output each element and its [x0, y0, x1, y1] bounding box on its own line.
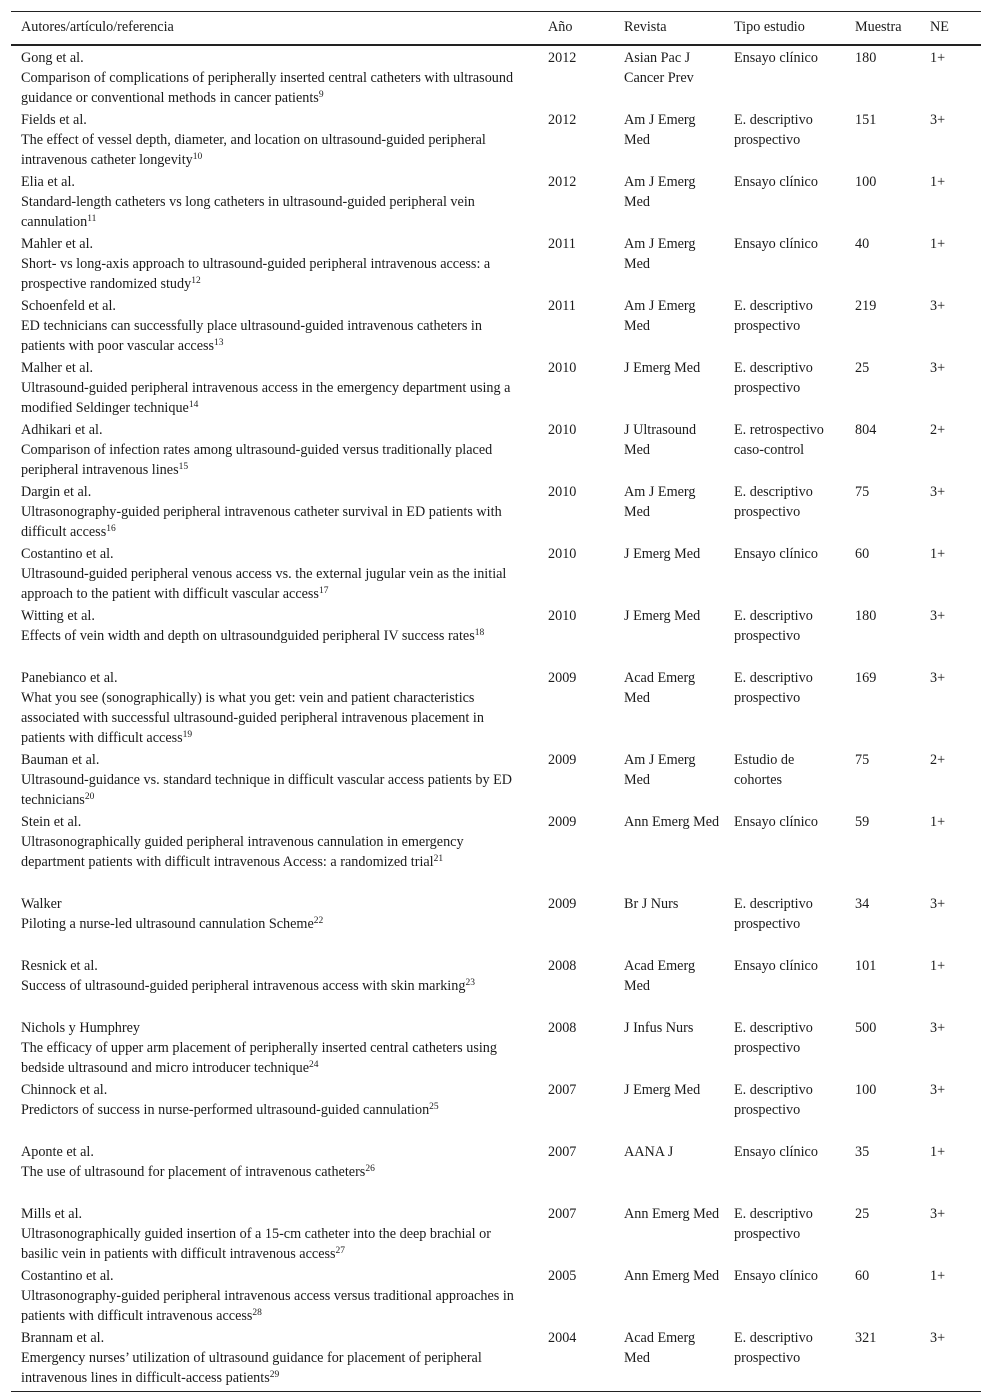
study-type-cell: Ensayo clínico [734, 50, 818, 66]
authors: Aponte et al. [21, 1144, 94, 1160]
reference-cell [11, 748, 538, 810]
reference-number: 11 [87, 214, 97, 224]
article-title [21, 564, 538, 604]
year-cell: 2010 [548, 546, 577, 562]
table-row [11, 1140, 981, 1202]
reference-cell [11, 480, 538, 542]
reference-number: 18 [474, 628, 485, 638]
sample-cell: 101 [855, 958, 877, 974]
table-row [11, 170, 981, 232]
evidence-level-cell: 3+ [920, 1326, 981, 1392]
article-title [21, 502, 538, 542]
year-cell: 2009 [548, 814, 577, 830]
reference-cell [11, 294, 538, 356]
article-title [21, 1286, 538, 1326]
study-type-cell: E. descriptivo prospectivo [734, 608, 813, 644]
table-row [11, 356, 981, 418]
article-title [21, 192, 538, 232]
journal-cell: Am J Emerg Med [624, 236, 696, 272]
authors: Chinnock et al. [21, 1082, 108, 1098]
sample-cell: 75 [855, 484, 870, 500]
study-type-cell: E. descriptivo prospectivo [734, 112, 813, 148]
evidence-level-cell: 3+ [930, 112, 946, 128]
year-cell: 2008 [548, 958, 577, 974]
title-text: What you see (sonographically) is what you get: vein and patient characteristics associated with successful ultrasound-guided peripheral intravenous placement in patients with difficult access [21, 690, 484, 746]
reference-cell [11, 356, 538, 418]
title-text: Standard-length catheters vs long catheters in ultrasound-guided peripheral vein cannulation [21, 194, 475, 230]
article-title [21, 254, 538, 294]
reference-cell [11, 170, 538, 232]
journal-cell: Acad Emerg Med [624, 958, 696, 994]
year-cell: 2009 [548, 670, 577, 686]
sample-cell: 40 [855, 236, 870, 252]
title-text: Success of ultrasound-guided peripheral intravenous access with skin marking [21, 978, 466, 994]
evidence-level-cell: 3+ [930, 1082, 946, 1098]
reference-cell [11, 1326, 538, 1392]
study-type-cell: E. descriptivo prospectivo [734, 298, 813, 334]
study-type-cell: Ensayo clínico [734, 174, 818, 190]
study-type-cell: E. descriptivo prospectivo [734, 484, 813, 520]
year-cell: 2010 [548, 360, 577, 376]
authors: Costantino et al. [21, 546, 114, 562]
title-text: Effects of vein width and depth on ultrasoundguided peripheral IV success rates [21, 628, 475, 644]
reference-cell [11, 418, 538, 480]
article-title [21, 976, 538, 996]
evidence-level-cell: 3+ [930, 1206, 946, 1222]
title-text: Comparison of infection rates among ultrasound-guided versus traditionally placed peripheral intravenous lines [21, 442, 493, 478]
authors: Mills et al. [21, 1206, 83, 1222]
article-title [21, 440, 538, 480]
reference-number: 28 [252, 1308, 262, 1318]
year-cell: 2011 [548, 298, 576, 314]
year-cell: 2007 [548, 1206, 577, 1222]
title-text: Ultrasonographically guided peripheral intravenous cannulation in emergency department patients with difficult intravenous Access: a randomized trial [21, 834, 464, 870]
study-type-cell: E. descriptivo prospectivo [734, 1082, 813, 1118]
table-row [11, 954, 981, 1016]
evidence-level-cell: 1+ [930, 814, 946, 830]
reference-number: 24 [309, 1060, 319, 1070]
title-text: Piloting a nurse-led ultrasound cannulation Scheme [21, 916, 314, 932]
year-cell: 2012 [548, 50, 577, 66]
journal-cell: Ann Emerg Med [624, 1206, 720, 1222]
title-text: Ultrasound-guided peripheral intravenous access in the emergency department using a modified Seldinger technique [21, 380, 511, 416]
article-title [21, 1100, 538, 1120]
reference-number: 23 [465, 978, 475, 988]
article-title [21, 316, 538, 356]
journal-cell: J Emerg Med [624, 546, 701, 562]
year-cell: 2012 [548, 174, 577, 190]
authors: Mahler et al. [21, 236, 94, 252]
reference-number: 13 [214, 338, 224, 348]
article-title [21, 832, 538, 872]
reference-cell [11, 108, 538, 170]
evidence-level-cell: 3+ [930, 896, 946, 912]
journal-cell: Ann Emerg Med [624, 1268, 720, 1284]
journal-cell: Am J Emerg Med [624, 298, 696, 334]
table-row [11, 1264, 981, 1326]
sample-cell: 60 [855, 546, 870, 562]
sample-cell: 180 [855, 608, 877, 624]
study-type-cell: Ensayo clínico [734, 546, 818, 562]
reference-number: 9 [318, 90, 324, 100]
title-text: ED technicians can successfully place ultrasound-guided intravenous catheters in patients with poor vascular access [21, 318, 482, 354]
year-cell: 2004 [538, 1326, 614, 1392]
sample-cell: 60 [855, 1268, 870, 1284]
journal-cell: J Infus Nurs [624, 1020, 694, 1036]
evidence-level-cell: 1+ [930, 236, 946, 252]
reference-number: 22 [313, 916, 324, 926]
study-type-cell: Ensayo clínico [734, 814, 818, 830]
sample-cell: 180 [855, 50, 877, 66]
year-cell: 2010 [548, 422, 577, 438]
sample-cell: 169 [855, 670, 877, 686]
title-text: The effect of vessel depth, diameter, and location on ultrasound-guided peripheral intravenous catheter longevity [21, 132, 486, 168]
title-text: Ultrasonographically guided insertion of a 15-cm catheter into the deep brachial or basilic vein in patients with difficult intravenous access [21, 1226, 491, 1262]
journal-cell: Am J Emerg Med [624, 112, 696, 148]
evidence-level-cell: 1+ [930, 1268, 946, 1284]
reference-cell [11, 45, 538, 108]
sample-cell: 100 [855, 1082, 877, 1098]
sample-cell: 804 [855, 422, 877, 438]
table-row [11, 1202, 981, 1264]
sample-cell: 34 [855, 896, 870, 912]
authors: Schoenfeld et al. [21, 298, 116, 314]
reference-number: 29 [269, 1370, 280, 1380]
header-ref: Autores/artículo/referencia [11, 12, 538, 46]
reference-number: 21 [433, 854, 444, 864]
article-title [21, 378, 538, 418]
journal-cell: Br J Nurs [624, 896, 679, 912]
evidence-level-cell: 1+ [930, 546, 946, 562]
reference-cell [11, 1140, 538, 1202]
table-row [11, 418, 981, 480]
sample-cell: 100 [855, 174, 877, 190]
evidence-level-cell: 1+ [930, 1144, 946, 1160]
reference-number: 19 [182, 730, 193, 740]
table-row [11, 108, 981, 170]
study-type-cell: Ensayo clínico [734, 1144, 818, 1160]
header-sample: Muestra [845, 12, 920, 46]
sample-cell: 151 [855, 112, 877, 128]
reference-cell [11, 666, 538, 748]
table-body [11, 45, 981, 1392]
authors: Walker [21, 896, 62, 912]
sample-cell: 500 [855, 1020, 877, 1036]
sample-cell: 321 [845, 1326, 920, 1392]
reference-cell [11, 954, 538, 1016]
article-title [21, 1224, 538, 1264]
year-cell: 2007 [548, 1144, 577, 1160]
evidence-level-cell: 3+ [930, 298, 946, 314]
sample-cell: 219 [855, 298, 877, 314]
year-cell: 2010 [548, 484, 577, 500]
reference-cell [11, 1016, 538, 1078]
reference-number: 14 [188, 400, 199, 410]
study-type-cell: Ensayo clínico [734, 958, 818, 974]
year-cell: 2010 [548, 608, 577, 624]
study-type-cell: Estudio de cohortes [734, 752, 795, 788]
title-text: Short- vs long-axis approach to ultrasound-guided peripheral intravenous access: a prospective randomized study [21, 256, 491, 292]
title-text: Emergency nurses’ utilization of ultrasound guidance for placement of peripheral intravenous lines in difficult-access patients [21, 1350, 482, 1386]
study-type-cell: E. descriptivo prospectivo [734, 1206, 813, 1242]
article-title [21, 770, 538, 810]
study-type-cell: E. descriptivo prospectivo [734, 896, 813, 932]
journal-cell: J Emerg Med [624, 608, 701, 624]
journal-cell: J Emerg Med [624, 1082, 701, 1098]
journal-cell: Ann Emerg Med [624, 814, 720, 830]
sample-cell: 59 [855, 814, 870, 830]
reference-number: 16 [106, 524, 116, 534]
journal-cell: J Ultrasound Med [624, 422, 697, 458]
header-journal: Revista [614, 12, 724, 46]
reference-number: 25 [429, 1102, 439, 1112]
journal-cell: Am J Emerg Med [624, 484, 696, 520]
journal-cell: Am J Emerg Med [624, 174, 696, 210]
journal-cell: J Emerg Med [624, 360, 701, 376]
journal-cell: Asian Pac J Cancer Prev [624, 50, 694, 86]
reference-cell [11, 232, 538, 294]
article-title [21, 688, 538, 748]
journal-cell: Acad Emerg Med [614, 1326, 724, 1392]
sample-cell: 35 [855, 1144, 870, 1160]
authors: Witting et al. [21, 608, 95, 624]
year-cell: 2009 [548, 752, 577, 768]
evidence-level-cell: 3+ [930, 670, 946, 686]
authors: Fields et al. [21, 112, 87, 128]
authors: Elia et al. [21, 174, 75, 190]
title-text: Ultrasonography-guided peripheral intravenous catheter survival in ED patients with difficult access [21, 504, 502, 540]
authors: Bauman et al. [21, 752, 100, 768]
table-row [11, 542, 981, 604]
year-cell: 2009 [548, 896, 577, 912]
reference-number: 12 [191, 276, 201, 286]
authors: Resnick et al. [21, 958, 98, 974]
reference-cell [11, 542, 538, 604]
table-row [11, 666, 981, 748]
table-row [11, 45, 981, 108]
authors: Malher et al. [21, 360, 94, 376]
article-title [21, 68, 538, 108]
evidence-level-cell: 1+ [930, 50, 946, 66]
study-type-cell: E. descriptivo prospectivo [724, 1326, 845, 1392]
year-cell: 2012 [548, 112, 577, 128]
authors: Nichols y Humphrey [21, 1020, 141, 1036]
title-text: The efficacy of upper arm placement of peripherally inserted central catheters using bedside ultrasound and micro introducer technique [21, 1040, 497, 1076]
references-table [11, 11, 981, 1392]
evidence-level-cell: 2+ [930, 752, 946, 768]
sample-cell: 75 [855, 752, 870, 768]
table-row [11, 1016, 981, 1078]
study-type-cell: Ensayo clínico [734, 1268, 818, 1284]
table-row [11, 604, 981, 666]
evidence-level-cell: 3+ [930, 608, 946, 624]
journal-cell: AANA J [624, 1144, 674, 1160]
title-text: Comparison of complications of peripherally inserted central catheters with ultrasound guidance or conventional methods in cancer patients [21, 70, 514, 106]
article-title [21, 1162, 538, 1182]
authors: Costantino et al. [21, 1268, 114, 1284]
title-text: The use of ultrasound for placement of intravenous catheters [21, 1164, 366, 1180]
title-text: Ultrasound-guided peripheral venous access vs. the external jugular vein as the initial approach to the patient with difficult vascular access [21, 566, 507, 602]
authors: Gong et al. [21, 50, 84, 66]
table-row [11, 892, 981, 954]
year-cell: 2011 [548, 236, 576, 252]
header-year: Año [538, 12, 614, 46]
evidence-level-cell: 3+ [930, 360, 946, 376]
article-title [21, 914, 538, 934]
title-text: Ultrasonography-guided peripheral intravenous access versus traditional approaches in patients with difficult intravenous access [21, 1288, 514, 1324]
year-cell: 2007 [548, 1082, 577, 1098]
reference-cell [11, 810, 538, 892]
title-text: Predictors of success in nurse-performed ultrasound-guided cannulation [21, 1102, 430, 1118]
evidence-level-cell: 3+ [930, 484, 946, 500]
evidence-level-cell: 2+ [930, 422, 946, 438]
reference-cell [11, 892, 538, 954]
reference-cell [11, 1078, 538, 1140]
evidence-level-cell: 3+ [930, 1020, 946, 1036]
study-type-cell: E. retrospectivo caso-control [734, 422, 824, 458]
authors: Stein et al. [21, 814, 82, 830]
evidence-level-cell: 1+ [930, 958, 946, 974]
reference-number: 20 [84, 792, 95, 802]
table-row [11, 1078, 981, 1140]
reference-number: 26 [365, 1164, 375, 1174]
journal-cell: Acad Emerg Med [624, 670, 696, 706]
study-type-cell: Ensayo clínico [734, 236, 818, 252]
reference-number: 27 [335, 1246, 346, 1256]
authors: Dargin et al. [21, 484, 92, 500]
year-cell: 2005 [548, 1268, 577, 1284]
article-title [21, 1348, 538, 1388]
journal-cell: Am J Emerg Med [624, 752, 696, 788]
article-title [21, 626, 538, 646]
header-ne: NE [920, 12, 981, 46]
study-type-cell: E. descriptivo prospectivo [734, 670, 813, 706]
reference-number: 10 [192, 152, 203, 162]
authors: Panebianco et al. [21, 670, 118, 686]
table-row [11, 480, 981, 542]
reference-cell [11, 1264, 538, 1326]
authors: Brannam et al. [21, 1330, 105, 1346]
evidence-level-cell: 1+ [930, 174, 946, 190]
table-row [11, 232, 981, 294]
table-row [11, 810, 981, 892]
reference-cell [11, 1202, 538, 1264]
header-type: Tipo estudio [724, 12, 845, 46]
study-type-cell: E. descriptivo prospectivo [734, 1020, 813, 1056]
table-header [11, 12, 981, 46]
sample-cell: 25 [855, 1206, 870, 1222]
title-text: Ultrasound-guidance vs. standard technique in difficult vascular access patients by ED technicians [21, 772, 513, 808]
sample-cell: 25 [855, 360, 870, 376]
authors: Adhikari et al. [21, 422, 103, 438]
study-type-cell: E. descriptivo prospectivo [734, 360, 813, 396]
table-row [11, 294, 981, 356]
article-title [21, 1038, 538, 1078]
reference-number: 17 [318, 586, 329, 596]
reference-cell [11, 604, 538, 666]
table-row [11, 748, 981, 810]
year-cell: 2008 [548, 1020, 577, 1036]
table-row [11, 1326, 981, 1392]
article-title [21, 130, 538, 170]
reference-number: 15 [178, 462, 189, 472]
